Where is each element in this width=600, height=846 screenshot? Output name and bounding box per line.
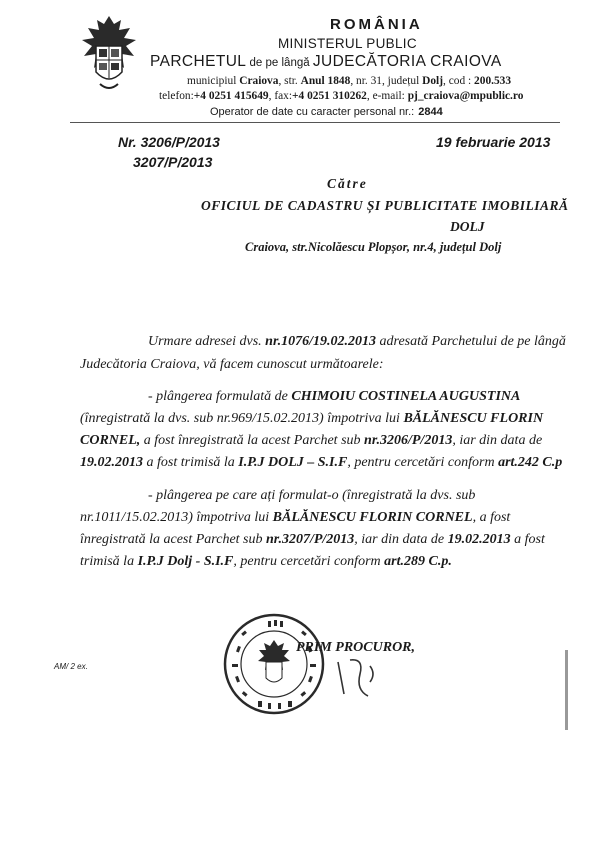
signature-scribble-icon [330, 652, 380, 702]
header-divider [70, 122, 560, 123]
body-paragraph-2-line-2: (înregistrată la dvs. sub nr.969/15.02.2013) împotriva lui BĂLĂNESCU FLORIN [80, 411, 544, 426]
country-heading: ROMÂNIA [330, 16, 423, 33]
addressee-county: DOLJ [450, 219, 485, 234]
body-paragraph-2-line-3: CORNEL, a fost înregistrată la acest Parchet sub nr.3206/P/2013, iar din data de [80, 433, 543, 448]
document-date: 19 februarie 2013 [436, 134, 551, 150]
typist-initials: AM/ 2 ex. [54, 662, 88, 671]
ministry-heading: MINISTERUL PUBLIC [278, 36, 417, 51]
office-heading [150, 53, 502, 71]
body-paragraph-2-line-4: 19.02.2013 a fost trimisă la I.P.J DOLJ – S.I.F, pentru cercetări conform art.242 C.p [80, 455, 563, 470]
office-contact: telefon:+4 0251 415649, fax:+4 0251 310262, e-mail: pj_craiova@mpublic.ro [159, 90, 524, 102]
body-paragraph-3-line-4: trimisă la I.P.J Dolj - S.I.F, pentru cercetări conform art.289 C.p. [80, 554, 452, 569]
body-paragraph-3-line-2: nr.1011/15.02.2013) împotriva lui BĂLĂNESCU FLORIN CORNEL, a fost [80, 510, 511, 525]
official-stamp-icon [222, 612, 326, 716]
office-heading-part2: de pe lângă [246, 57, 313, 69]
operator-number: 2844 [418, 106, 443, 118]
body-paragraph-1-line-1: Urmare adresei dvs. nr.1076/19.02.2013 adresată Parchetului de pe lângă [148, 334, 566, 349]
office-heading-part1: PARCHETUL [150, 53, 247, 70]
signatory-title: PRIM PROCUROR, [296, 640, 416, 655]
body-paragraph-2-line-1: - plângerea formulată de CHIMOIU COSTINELA AUGUSTINA [148, 389, 521, 404]
scan-margin-mark [565, 650, 568, 730]
reference-number-2: 3207/P/2013 [133, 154, 213, 170]
addressee-office: OFICIUL DE CADASTRU ȘI PUBLICITATE IMOBILIARĂ [201, 198, 569, 213]
office-heading-part3: JUDECĂTORIA CRAIOVA [312, 53, 502, 70]
reference-number-1: Nr. 3206/P/2013 [118, 134, 220, 150]
addressee-address: Craiova, str.Nicolăescu Plopșor, nr.4, județul Dolj [245, 240, 502, 254]
coat-of-arms-icon [74, 12, 144, 98]
body-paragraph-1-line-2: Judecătoria Craiova, vă facem cunoscut următoarele: [80, 357, 384, 372]
email-link: pj_craiova@mpublic.ro [407, 90, 524, 102]
body-paragraph-3-line-3: înregistrată la acest Parchet sub nr.3207/P/2013, iar din data de 19.02.2013 a fost [80, 532, 545, 547]
addressee-to: Către [327, 176, 368, 191]
office-address: municipiul Craiova, str. Anul 1848, nr. 31, județul Dolj, cod : 200.533 [187, 75, 512, 87]
operator-line: Operator de date cu caracter personal nr.: 2844 [210, 106, 443, 118]
body-paragraph-3-line-1: - plângerea pe care ați formulat-o (înregistrată la dvs. sub [148, 488, 476, 503]
